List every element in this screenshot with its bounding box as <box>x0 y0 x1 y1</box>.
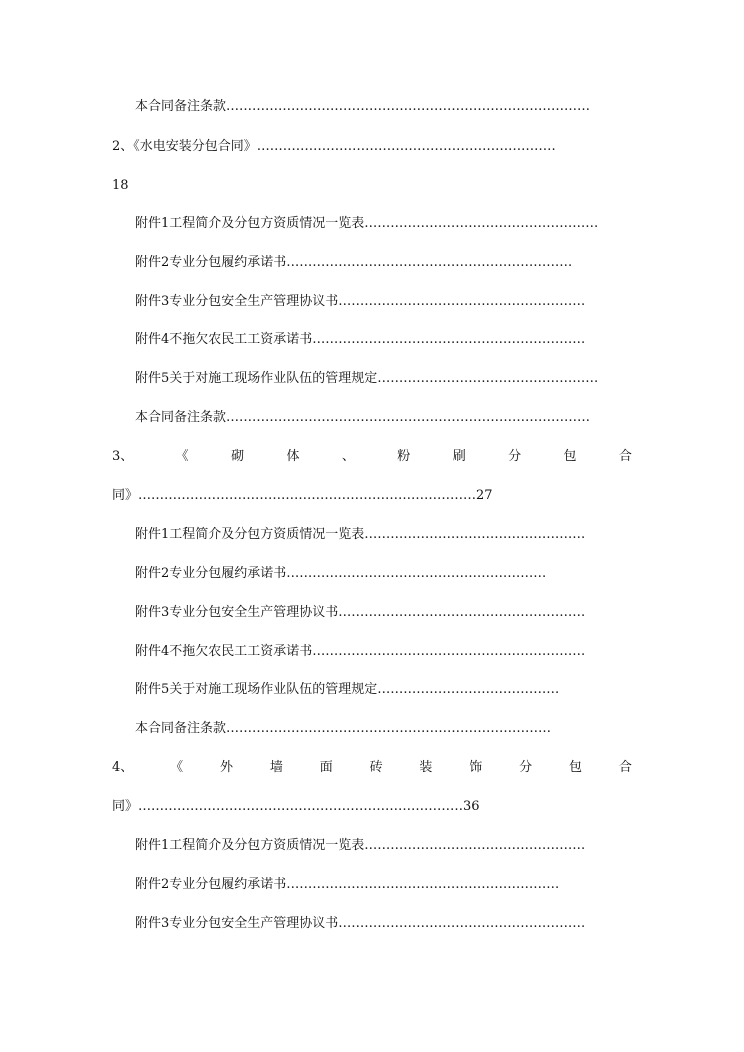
toc-char: 外 <box>219 760 233 775</box>
toc-entry: 同》…………………………………………………………………36 <box>112 799 480 814</box>
toc-char: 体 <box>286 449 300 464</box>
toc-char: 《 <box>175 449 189 464</box>
toc-entry: 附件4不拖欠农民工工资承诺书……………………………………………………… <box>135 644 586 659</box>
toc-entry: 附件1工程简介及分包方资质情况一览表……………………………………………… <box>135 216 599 231</box>
toc-char: 面 <box>319 760 333 775</box>
toc-char: 分 <box>519 760 533 775</box>
toc-char: 分 <box>508 449 522 464</box>
toc-entry: 本合同备注条款………………………………………………………………… <box>135 721 552 736</box>
toc-entry: 附件1工程简介及分包方资质情况一览表…………………………………………… <box>135 838 586 853</box>
toc-char: 砖 <box>369 760 383 775</box>
toc-entry: 本合同备注条款………………………………………………………………………… <box>135 99 591 114</box>
toc-entry: 本合同备注条款………………………………………………………………………… <box>135 410 591 425</box>
toc-char: 装 <box>419 760 433 775</box>
toc-char: 合 <box>618 760 632 775</box>
toc-char: 3、 <box>112 449 134 464</box>
toc-entry: 附件2专业分包履约承诺书………………………………………………………… <box>135 255 573 270</box>
toc-char: 饰 <box>469 760 483 775</box>
toc-char: 《 <box>170 760 184 775</box>
toc-entry: 附件2专业分包履约承诺书…………………………………………………… <box>135 566 547 581</box>
toc-entry: 2、《水电安装分包合同》…………………………………………………………… <box>112 139 556 154</box>
toc-char: 粉 <box>397 449 411 464</box>
toc-entry-spread <box>112 759 632 777</box>
toc-char: 刷 <box>452 449 466 464</box>
toc-char: 、 <box>341 449 355 464</box>
toc-char: 包 <box>563 449 577 464</box>
toc-entry-spread <box>112 448 632 466</box>
toc-entry: 同》……………………………………………………………………27 <box>112 488 493 503</box>
toc-char: 墙 <box>269 760 283 775</box>
toc-entry: 附件3专业分包安全生产管理协议书………………………………………………… <box>135 605 586 620</box>
toc-page-number: 18 <box>112 178 129 193</box>
toc-char: 砌 <box>231 449 245 464</box>
toc-char: 合 <box>618 449 632 464</box>
toc-entry: 附件3专业分包安全生产管理协议书………………………………………………… <box>135 294 586 309</box>
toc-entry: 附件4不拖欠农民工工资承诺书……………………………………………………… <box>135 332 586 347</box>
toc-char: 4、 <box>112 760 134 775</box>
toc-entry: 附件5关于对施工现场作业队伍的管理规定…………………………………… <box>135 682 560 697</box>
toc-entry: 附件1工程简介及分包方资质情况一览表…………………………………………… <box>135 527 586 542</box>
toc-entry: 附件3专业分包安全生产管理协议书………………………………………………… <box>135 916 586 931</box>
toc-char: 包 <box>569 760 583 775</box>
toc-entry: 附件2专业分包履约承诺书……………………………………………………… <box>135 877 560 892</box>
toc-entry: 附件5关于对施工现场作业队伍的管理规定…………………………………………… <box>135 371 599 386</box>
